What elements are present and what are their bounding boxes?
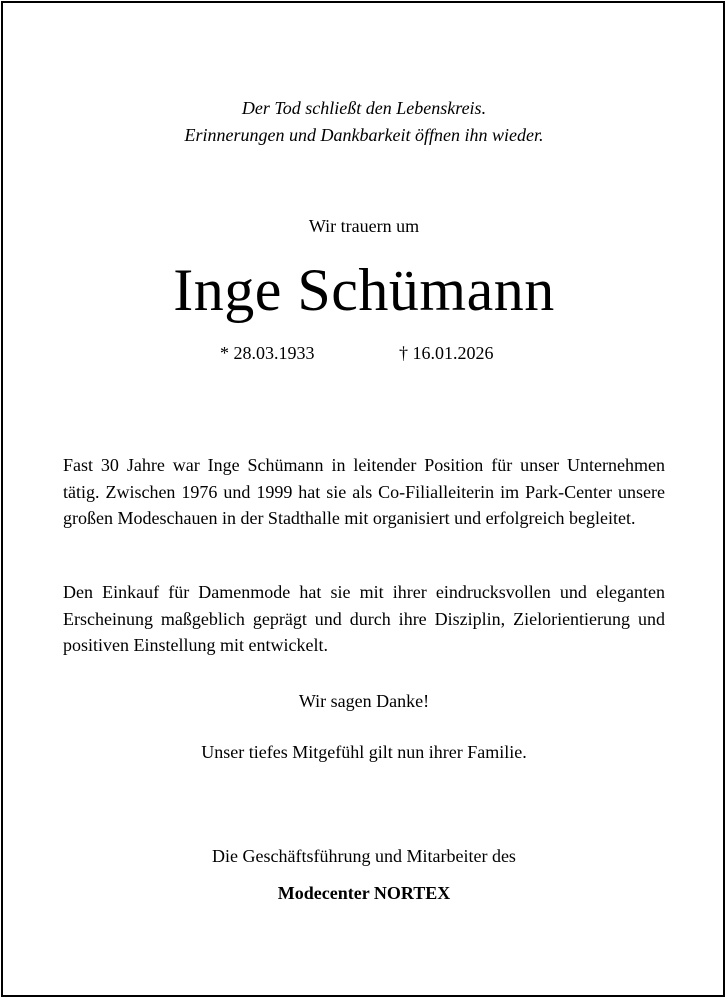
tribute-paragraph-1: Fast 30 Jahre war Inge Schümann in leitender Position für unser Unternehmen tätig. Zwischen 1976 und 1999 hat sie als Co-Filialleiterin im Park-Center unsere großen Modeschauen in der Stadthalle mit organisiert und erfolgreich begleitet. xyxy=(63,455,665,528)
mourning-intro: Wir trauern um xyxy=(308,216,420,236)
company-name: Modecenter NORTEX xyxy=(277,883,451,903)
thanks-line: Wir sagen Danke! xyxy=(298,691,430,711)
motto-line-2: Erinnerungen und Dankbarkeit öffnen ihn wieder. xyxy=(184,125,544,145)
death-date: † 16.01.2026 xyxy=(399,343,494,363)
tribute-paragraph-2: Den Einkauf für Damenmode hat sie mit ihrer eindrucksvollen und eleganten Erscheinung maßgeblich geprägt und durch ihre Disziplin, Zielorientierung und positiven Einstellung mit entwickelt. xyxy=(63,582,665,655)
motto-line-1: Der Tod schließt den Lebenskreis. xyxy=(241,98,487,118)
signature-line: Die Geschäftsführung und Mitarbeiter des xyxy=(212,846,516,866)
birth-date: * 28.03.1933 xyxy=(220,343,315,363)
deceased-name: Inge Schümann xyxy=(173,257,555,323)
condolence-line: Unser tiefes Mitgefühl gilt nun ihrer Familie. xyxy=(201,742,527,762)
motto xyxy=(0,95,728,149)
